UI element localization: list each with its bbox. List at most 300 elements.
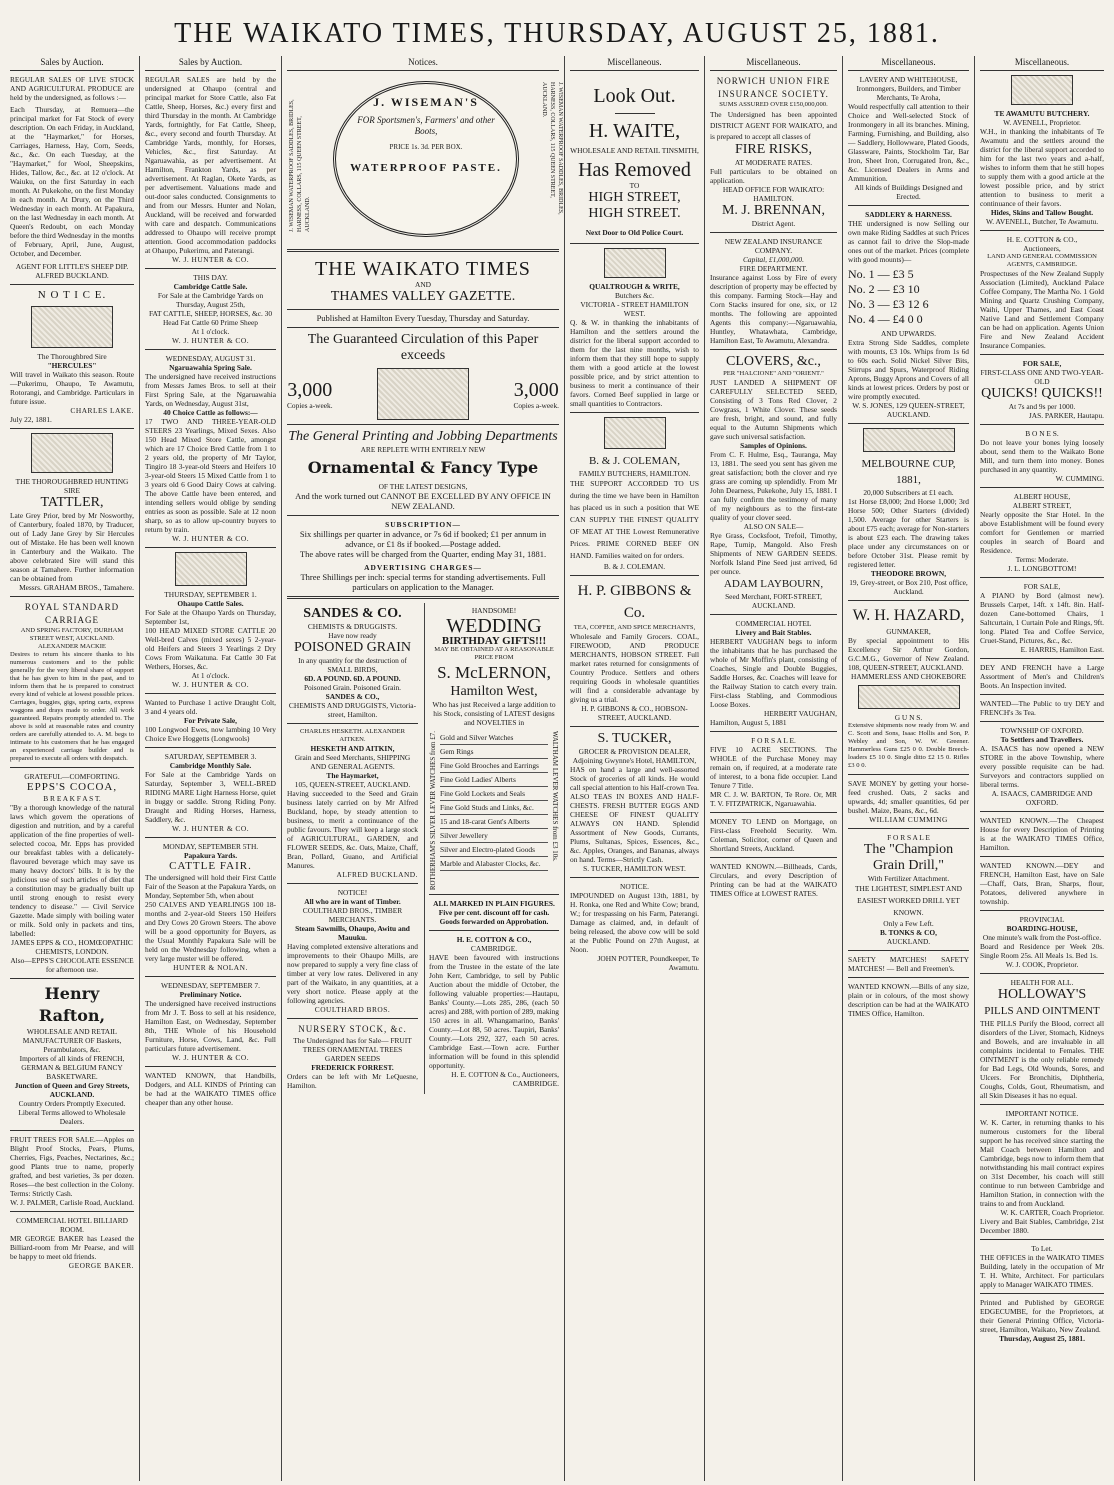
look-out: Look Out. — [593, 85, 676, 107]
this-day: THIS DAY. — [193, 273, 228, 282]
hammerless-title: HAMMERLESS AND CHOKEBORE — [851, 672, 966, 681]
mclernon-title: S. McLERNON, — [437, 663, 551, 682]
wiseman-ad — [287, 75, 563, 245]
piano-ad — [980, 582, 1104, 654]
cambridge-cattle-title: Cambridge Cattle Sale. — [173, 282, 248, 291]
epps-also: Also—EPPS'S CHOCOLATE ESSENCE for afternoon use. — [10, 956, 134, 974]
cotton-goods: Goods forwarded on Approbation. — [439, 917, 549, 927]
printed-line: Printed and Published by GEORGE EDGECUMBE, for the Proprietors, at their General Printing Office, Victoria-street, Hamilton, Waikato, New Zealand. — [980, 1298, 1104, 1334]
ohaupo-ad — [145, 590, 276, 689]
important-body: W. K. Carter, in returning thanks to his numerous customers for the liberal support he has received since starting the Mail Coach between Hamilton and Cambridge, begs now to inform them that notwithstanding his mail contract expires on 31st December, his coach will still continue to run between Cambridge and Hamilton Station, in connection with the trains to and from Auckland. — [980, 1118, 1104, 1208]
column-5 — [705, 56, 843, 1481]
gibbons-sub: TEA, COFFEE, AND SPICE MERCHANTS, — [573, 624, 696, 631]
racehorse-illustration — [863, 428, 955, 452]
copies-week-right: Copies a-week. — [513, 400, 559, 410]
column-1 — [5, 56, 140, 1481]
livery-body: HERBERT VAUGHAN begs to inform the inhabitants that he has purchased the whole of Mr Moffin's plant, consisting of Coaches, Single and Double Buggies, Saddle Horses, &c. Coaches will leave for the Railway Station to catch every train. First-class Stabling, and Commodious Loose Boxes. — [710, 637, 837, 709]
papakura-body: The undersigned will hold their First Cattle Fair of the Season at the Papakura Yards, on Monday, September 5th, when about — [145, 873, 276, 900]
nursery-body: The Undersigned has for Sale— FRUIT TREES ORNAMENTAL TREES GARDEN SEEDS — [293, 1036, 412, 1063]
nz-body: Insurance against Loss by Fire of every description of property may be effected by this company. Farming Stock—Hay and Corn Stacks insured for one, six, or 12 months. The following are appointed Agents this company:—Ngaruawahia, Huntley, Whatawhata, Cambridge, Hamilton East, Te Awamutu, Alexandra. — [710, 273, 837, 345]
notice-heading: NOTICE! — [337, 888, 368, 897]
lavery-all: All kinds of Buildings Designed and Erected. — [854, 183, 963, 201]
cotton-title: H. E. COTTON & CO., — [456, 935, 532, 945]
wiseman-side-left: J. WISEMAN WATERPROOF SADDLES, BRIDLES, HARNESS, COLLARS, 115 QUEEN STREET, AUCKLAND. — [289, 99, 311, 232]
mclernon-body: Who has just Received a large addition to his Stock, consisting of LATEST designs and NOVELTIES in — [432, 700, 556, 727]
has-removed: Has Removed — [578, 159, 691, 181]
palmer-signature: W. J. PALMER, Carlisle Road, Auckland. — [10, 1198, 134, 1207]
for-sale-body: FIVE 10 ACRE SECTIONS. The WHOLE of the Purchase Money may remain on, if required, at a moderate rate of interest, to a bona fide occupier. Land Tenure 7 Title. — [710, 745, 837, 790]
fruit-trees-ad — [10, 1135, 134, 1207]
prelim-ad — [145, 981, 276, 1062]
column-heading: Miscellaneous. — [848, 56, 969, 71]
sale2-body: A PIANO by Bord (almost new). Brussels Carpet, 14ft. x 14ft. 8in. Half-dozen Cane-bottomed Chairs, 1 Saltcurtain, 1 Curtain Pole and Rings, 9ft. long. Plated Tea and Coffee Service, Cruet-Stand, Pictures, &c., &c. — [980, 591, 1104, 645]
brennan-sub: District Agent. — [751, 219, 796, 228]
saddle-price: No. 1 — £3 5 — [848, 267, 914, 281]
hercules-ad — [10, 289, 134, 424]
bones-ad — [980, 429, 1104, 483]
pills-body: THE PILLS Purify the Blood, correct all disorders of the Liver, Stomach, Kidneys and Bowels, and are invaluable in all complaints incidental to Females. THE OINTMENT is the only reliable remedy for Bad Legs, Old Wounds, Sores, and Ulcers. For Bronchitis, Diphtheria, Coughs, Colds, Gout, Rheumatism, and all Skin Diseases it has no equal. — [980, 1019, 1104, 1100]
to-let-ad — [980, 1244, 1104, 1289]
fruit-body: FRUIT TREES FOR SALE.—Apples on Blight Proof Stocks, Pears, Plums, Cherries, Figs, Peaches, Nectarines, &c.; good Plants true to name, properly grafted, and best varieties, 3s per dozen. Roses—the best collection in the Colony. Terms: Strictly Cash. — [10, 1135, 134, 1198]
sections-ad — [710, 736, 837, 808]
charles-signature: CHARLES LAKE. — [70, 406, 134, 415]
guns-title: G U N S. — [894, 713, 923, 722]
hunter-signature: W. J. HUNTER & CO. — [171, 336, 250, 345]
hercules-name: "HERCULES" — [47, 361, 97, 370]
goods-item: Marble and Alabaster Clocks, &c. — [440, 857, 548, 871]
sale2-title: FOR SALE, — [1023, 582, 1061, 591]
saddlery-title: SADDLERY & HARNESS. — [865, 210, 952, 219]
column-3 — [282, 56, 565, 1481]
coulthard-title: COULTHARD BROS., TIMBER MERCHANTS. — [302, 906, 403, 924]
printing-press-illustration — [377, 368, 469, 420]
samples-title: Samples of Opinions. — [740, 441, 807, 450]
champion-title: The "Champion Grain Drill," — [863, 842, 954, 873]
sandes-ad — [287, 606, 418, 719]
epps-title: EPPS'S COCOA, — [26, 781, 118, 793]
nz-fire: FIRE DEPARTMENT. — [739, 264, 808, 273]
prices-note: AND UPWARDS. — [880, 329, 937, 338]
baker-body: MR GEORGE BAKER has Leased the Billiard-room from Mr Pearse, and will be happy to meet old friends. — [10, 1234, 134, 1261]
guaranteed-line: The Guaranteed Circulation of this Paper exceeds — [307, 332, 539, 363]
wanted-public-ad: WANTED—The Public to try DEY and FRENCH's 3s Tea. — [980, 699, 1104, 717]
boarding-title: BOARDING-HOUSE, — [1006, 924, 1078, 933]
quicks-title: QUICKS! QUICKS!! — [981, 386, 1103, 401]
to-let-title: To Let. — [1031, 1244, 1053, 1253]
goods-item: 15 and 18-carat Gent's Alberts — [440, 815, 548, 829]
ngaruawahia-ad — [145, 354, 276, 543]
waltham-side: WALTHAM LEVER WATCHES from £3 10s. — [551, 731, 559, 862]
general-printing: The General Printing and Jobbing Departments — [288, 429, 558, 444]
hesketh-title: HESKETH AND AITKIN, — [310, 744, 395, 753]
health-title: HEALTH FOR ALL. — [1010, 978, 1074, 987]
tucker-signature: S. TUCKER, HAMILTON WEST. — [583, 864, 686, 873]
horse-illustration — [31, 433, 113, 473]
bones-title: B O N E S. — [1025, 429, 1059, 438]
tattler-intro: THE THOROUGHBRED HUNTING SIRE — [15, 477, 129, 495]
sandes-sub: CHEMISTS & DRUGGISTS. — [307, 622, 398, 631]
norwich-ad — [710, 75, 837, 228]
coleman-sub: FAMILY BUTCHERS, HAMILTON. — [578, 469, 691, 478]
for-sale-sub: FIRST-CLASS ONE AND TWO-YEAR-OLD — [980, 368, 1104, 386]
wanted-horses: Wanted to Purchase 1 active Draught Colt, 3 and 4 years old. — [145, 698, 276, 716]
thursday-date: THURSDAY, SEPTEMBER 1. — [164, 590, 257, 599]
rafton-body: Importers of all kinds of FRENCH, GERMAN & BELGIUM FANCY BASKETWARE. — [19, 1054, 125, 1081]
tucker-title: S. TUCKER, — [597, 731, 672, 746]
awamutu-title: TE AWAMUTU BUTCHERY. — [994, 109, 1090, 118]
wed7-date: WEDNESDAY, SEPTEMBER 7. — [161, 981, 260, 990]
poisoned-grain: POISONED GRAIN — [293, 640, 412, 655]
cambridge-cattle-ad — [145, 273, 276, 345]
paper-and: AND — [414, 280, 431, 289]
cotton-notice-ad — [429, 899, 559, 926]
albert-terms: Terms: Moderate. — [1015, 555, 1069, 564]
gibbons-ad — [570, 580, 699, 722]
hunter-regular-body: REGULAR SALES are held by the undersigned at Ohaupo (central and principal market for Store Cattle, also Fat Cattle, Sheep, Horses, &c.) every first and third Thursday in the month. At Cambridge Yards, fortnightly, for Fat Cattle, Sheep, &c., every second and fourth Thursday. At Cambridge Yards, monthly, for Horses, Vehicles, &c., first Saturday. At Ngaruawahia, as per advertisement. At Hamilton, Frankton Yards, as per advertisement. At Raglan, Okete Yards, as per advertisement. Valuations made and out-door sales conducted. Consignments to and from our Messrs. Hunter and Nolan, Auckland, will be received and forwarded with care and despatch. Communications addressed to Ohaupo will receive prompt attention. Good accommodation paddocks at Ohaupo, Pukerimu, and Paterangi. — [145, 75, 276, 255]
wiseman-price: PRICE 1s. 3d. PER BOX. — [389, 143, 463, 151]
sandes-title: SANDES & CO. — [303, 606, 402, 621]
cotton-body: HAVE been favoured with instructions from the Trustee in the estate of the late John Kerr, Cambridge, to sell by Public Auction about the middle of October, the following valuable properties:—Hautapu, Banks' County.—Lots 285, 286, (each 50 acres) and 288, with portion of 289, making 150 acres in all. Whangamarino, Banks' County.—Lot 88, 50 acres. Taupiri, Banks' County.—Lots 292, 327, each 50 acres. Cambridge East.—Town acre. Further information will be found in this splendid opportunity. — [428, 953, 559, 1071]
parker-signature: JAS. PARKER, Hautapu. — [1028, 411, 1104, 420]
melbourne-body: 1st Horse £8,000; 2nd Horse 1,000; 3rd Horse 500; Other Starters (divided) 1,500. Average for other Starters is about £75 each; average for Non-starters is about £23 each. The drawing takes place under any circumstances on or before October 31st. Please remit by registered letter. — [848, 497, 969, 569]
wanted-printing-ad: WANTED KNOWN.—Billheads, Cards, Circulars, and every Description of Printing can be had at the WAIKATO TIMES Office at LOWEST RATES. — [710, 862, 837, 898]
boarding-house-ad — [980, 915, 1104, 969]
oxford-ad — [980, 726, 1104, 807]
for-sale-title: FOR SALE, — [1022, 359, 1062, 368]
alexander-name: ALEXANDER MACKIE — [38, 643, 106, 650]
settlers-title: To Settlers and Travellers. — [1000, 735, 1084, 744]
gibbons-body: Wholesale and Family Grocers. COAL, FIREWOOD, AND PRODUCE MERCHANTS, HOBSON STREET. Full market rates returned for consignments of Country Produce. Settlers and others requiring Goods in wholesale quantities will find a considerable advantage by giving us a trial. — [570, 632, 699, 704]
coleman-title: B. & J. COLEMAN, — [588, 455, 681, 467]
champion-sub: With Fertilizer Attachment. — [867, 874, 950, 883]
wed-date: WEDNESDAY, AUGUST 31. — [165, 354, 256, 363]
lightest-line: THE LIGHTEST, SIMPLEST AND EASIEST WORKED DRILL YET KNOWN. — [855, 884, 962, 917]
masthead-title: THE WAIKATO TIMES, THURSDAY, AUGUST 25, 1881. — [174, 18, 940, 49]
hunter-regular-ad — [145, 75, 276, 264]
carter-notice-ad — [980, 1109, 1104, 1235]
epps-head: GRATEFUL—COMFORTING. — [24, 772, 120, 781]
holloway-title: HOLLOWAY'S — [997, 987, 1087, 1002]
goods-item: Fine Gold Brooches and Earrings — [440, 759, 548, 773]
qw-address: VICTORIA - STREET HAMILTON WEST. — [580, 300, 689, 318]
cam-monthly-body: For Sale at the Cambridge Yards on Saturday, September 3, WELL-BRED RIDING MARE Light Harness Horse, quiet in buggy or saddle. Strong Riding Pony. Draught and Riding Horses, Harness, Saddlery, &c. — [145, 770, 276, 824]
norwich-sums: SUMS ASSURED OVER £150,000,000. — [719, 101, 828, 108]
sandes-address: CHEMISTS AND DRUGGISTS, Victoria-street, Hamilton. — [288, 701, 417, 719]
hunter-nolan-signature: HUNTER & NOLAN. — [173, 963, 248, 972]
column-4 — [565, 56, 705, 1481]
advertising-body: Three Shillings per inch: special terms for standing advertisements. Full particulars on application to the Manager. — [300, 572, 546, 592]
impound-notice — [570, 882, 699, 972]
rafton-sub: WHOLESALE AND RETAIL MANUFACTURER OF Baskets, Perambulators, &c. — [22, 1027, 122, 1054]
clovers-title: CLOVERS, &c., — [726, 354, 821, 369]
pig-illustration — [604, 417, 666, 449]
qw-sub: Butchers &c. — [615, 291, 654, 300]
grain-drill-ad — [848, 833, 969, 946]
gun-illustration — [858, 685, 960, 709]
albert-title: ALBERT HOUSE, — [1013, 492, 1071, 501]
saddle-price: No. 4 — £4 0 0 — [848, 312, 923, 326]
saddlery-ad — [848, 210, 969, 419]
notice-title: N O T I C E. — [37, 289, 107, 301]
lavery-sub: Ironmongers, Builders, and Timber Merchants, Te Aroha, — [856, 84, 961, 102]
qw-ad — [570, 248, 699, 408]
hazard-body: By special appointment to His Excellency Sir Arthur Gordon, G.C.M.G., Governor of New Zealand. 108, QUEEN-STREET, AUCKLAND. — [848, 636, 969, 672]
cattle-illustration — [604, 248, 666, 278]
column-heading: Sales by Auction. — [10, 56, 134, 71]
private-body: 100 Longwool Ewes, now lambing 10 Very Choice Ewe Hoggetts (Longwools) — [145, 725, 276, 743]
mclernon-column — [424, 603, 559, 1094]
barton-names: MR C. J. W. BARTON, Te Rore. Or, MR T. V. FITZPATRICK, Ngaruawahia. — [710, 790, 837, 808]
hunter-signature: W. J. HUNTER & CO. — [171, 680, 250, 689]
cotton-marked: ALL MARKED IN PLAIN FIGURES. Five per cent. discount off for cash. — [433, 899, 555, 918]
clovers-sub: PER "HALCIONE" AND "ORIENT." — [723, 370, 824, 377]
tattler-name: TATTLER, — [40, 495, 104, 510]
saddle-price-list — [848, 267, 969, 327]
cotton-land: LAND AND GENERAL COMMISSION AGENTS, CAMBRIDGE. — [987, 253, 1097, 268]
vaughan-date: Hamilton, August 5, 1881 — [710, 718, 787, 727]
hunter-signature: W. J. HUNTER & CO. — [171, 255, 250, 264]
also-sale: ALSO ON SALE— — [743, 522, 804, 531]
cotton-signature: H. E. COTTON & Co., Auctioneers, CAMBRIDGE. — [451, 1070, 559, 1089]
save-body: SAVE MONEY by getting your horse-feed crushed. Oats, 2 sacks and upwards, 4d; smaller quantities, 6d per bushel. Maize, Beans, &c., 6d. — [848, 779, 969, 815]
cotton-sub: CAMBRIDGE. — [470, 944, 518, 954]
wanted-bills-ad: WANTED KNOWN.—Bills of any size, plain or in colours, of the most showy description can be had at the WAIKATO TIMES Office, Hamilton. — [848, 982, 969, 1018]
column-heading: Notices. — [287, 56, 559, 71]
royal-sub: AND SPRING FACTORY, DURHAM STREET WEST, AUCKLAND. — [20, 627, 124, 642]
ohaupo-stock: 100 HEAD MIXED STORE CATTLE 20 Well-bred Calves (mixed sexes) 5 2-year-old Heifers and Steers 3 Yearlings 2 Dry Cows From Waikatuna. Fat Cattle 30 Fat Wethers, Horses, &c. — [145, 626, 276, 671]
notice-title: NOTICE. — [620, 882, 649, 891]
poisoned-body: In any quantity for the destruction of SMALL BIRDS, — [298, 656, 407, 674]
melbourne-cup-ad — [848, 428, 969, 596]
epps-sub: B R E A K F A S T. — [43, 794, 101, 803]
albert-sub: ALBERT STREET, — [1012, 501, 1072, 510]
norwich-full: Full particulars to be obtained on application. — [710, 167, 837, 185]
hesketh-body: Having succeeded to the Seed and Grain business lately carried on by Mr Alfred Buckland, hope, by steady attention to business, to merit a continuance of the public favours. They will keep a large stock of AGRICULTURAL, GARDEN, and FLOWER SEEDS, &c. Oats, Maize, Chaff, Bran, Pollard, Guano, and Artificial Manures. — [287, 789, 418, 870]
saddlery-more: Extra Strong Side Saddles, complete with mounts, £3 10s. Whips from 1s 6d to 60s each. Solid Nickel Silver Bits, Stirrups and Spurs, Waterproof Riding Aprons, Buggy Aprons and Covers of all kinds at lowest prices. Orders by post or wire promptly executed. — [848, 338, 969, 401]
regular-sales-heading: REGULAR SALES OF LIVE STOCK AND AGRICULTURAL PRODUCE are held by the undersigned, as follows :— — [10, 75, 134, 102]
cam-monthly-title: Cambridge Monthly Sale. — [169, 761, 252, 770]
cambridge-stock: FAT CATTLE, SHEEP, HORSES, &c. 30 Head Fat Cattle 60 Prime Sheep — [148, 309, 273, 327]
subscription-rates: The above rates will be charged from the Quarter, ending May 31, 1881. — [299, 549, 547, 559]
for-sale-title: F O R S A L E — [887, 833, 930, 842]
cotton-body: Prospectuses of the New Zealand Supply Association (Limited), Auckland Palace Coffee Company, The Martha No. 1 Gold Mining and Quartz Crushing Company, Waihi, Upper Thames, and East Coast Native Land and Settlement Company can be had on application. Agents Union Fire and New Zealand Accident Insurance Companies. — [980, 269, 1104, 350]
column-heading: Miscellaneous. — [710, 56, 837, 71]
hazard-title: W. H. HAZARD, — [852, 607, 965, 624]
tucker-sub: GROCER & PROVISION DEALER, Adjoining Gwynne's Hotel, HAMILTON, — [572, 747, 697, 765]
paper-subtitle: THAMES VALLEY GAZETTE. — [330, 289, 516, 304]
hesketh-sub: Grain and Seed Merchants, SHIPPING AND GENERAL AGENTS. — [294, 753, 411, 771]
cattle-illustration — [1011, 75, 1073, 105]
boarding-sub: One minute's walk from the Post-office. — [982, 933, 1102, 942]
billiard-title: COMMERCIAL HOTEL BILLIARD ROOM. — [16, 1216, 128, 1234]
quicks-ad — [980, 359, 1104, 420]
royal-body: Desires to return his sincere thanks to his numerous customers and to the public generally for the very liberal share of support that he has given to him in the past, and to inform them that he is prepared to construct every kind of vehicle at lowest possible prices. Carriages, buggies, gigs, spring carts, express waggons and drays made to order. All work guaranteed. Repairs promptly attended to. The above is sold at reasonable rates and country orders are carefully attended to. A. M. begs to intimate to his customers that he has engaged an experienced carriage builder and is prepared to execute all orders with despatch. — [10, 651, 134, 762]
holloway-ad — [980, 978, 1104, 1100]
potter-signature: JOHN POTTER, Poundkeeper, Te Awamutu. — [597, 954, 699, 972]
carter-signature: W. K. CARTER, Coach Proprietor. — [1000, 1208, 1104, 1217]
choice-list: 17 TWO AND THREE-YEAR-OLD STEERS 23 Yearlings, Mixed Sexes. Also 150 Head Mixed Store Cattle, amongst which are 17 Choice Bred Cattle from 1 to 2 years old, the property of Mr Taylor, Tingiro 18 3-year-old Steers and Heifers 10 3-year-old Steers 15 Mixed Cattle from 1 to 3 years old 6 Good Dairy Cows at calving. The above Cattle have been entered, and intending sellers would oblige by sending entries as soon as possible. Sale at 12 noon sharp, so as to allow up-country buyers to return by train. — [145, 417, 276, 534]
money-ad: MONEY TO LEND on Mortgage, on First-class Freehold Security. Wm. Coleman, Solicitor, corner of Queen and Shortland Streets, Auckland. — [710, 817, 837, 853]
cotton-ad — [429, 935, 559, 1088]
epps-company: JAMES EPPS & CO., HOMŒOPATHIC CHEMISTS, LONDON. — [11, 938, 133, 956]
albert-house-ad — [980, 492, 1104, 573]
buckland-signature: ALFRED BUCKLAND. — [336, 870, 418, 879]
choice-title: 40 Choice Cattle as follows:— — [163, 408, 258, 417]
safety-matches-ad: SAFETY MATCHES! SAFETY MATCHES! — Bell and Freemen's. — [848, 955, 969, 973]
tattler-body: Late Grey Prior, bred by Mr Nosworthy, of Canterbury, foaled 1870, by Traducer, out of Lady Jane Grey by Sir Hercules out of Mistake. He has been well known in Canterbury and the Waikato. The above celebrated Sire will stand this season at Tamahere. Further information can be obtained from — [10, 511, 134, 583]
hunter-signature: W. J. HUNTER & CO. — [171, 534, 250, 543]
sandes-repeat: SANDES & CO., — [325, 692, 380, 701]
saddle-price: No. 2 — £3 10 — [848, 282, 920, 296]
ngaru-body: The undersigned have received instructions from Messrs James Bros. to sell at their First Spring Sale, at the Ngaruawahia Yards, on Wednesday, August 31st, — [145, 372, 276, 408]
avenell-signature: W. AVENELL, Butcher, Te Awamutu. — [985, 217, 1099, 226]
goods-item: Fine Gold Studs and Links, &c. — [440, 801, 548, 815]
rafton-title: Henry Rafton, — [38, 984, 106, 1025]
pills-title: PILLS AND OINTMENT — [984, 1005, 1100, 1017]
cattle-fair: CATTLE FAIR. — [169, 860, 252, 872]
wanted-dey-ad: WANTED KNOWN.—DEY and FRENCH, Hamilton East, have on Sale—Chaff, Oats, Bran, Sharps, flour, Potatoes, delivered anywhere in township. — [980, 861, 1104, 906]
advertising-heading: ADVERTISING CHARGES— — [364, 563, 482, 572]
royal-title: ROYAL STANDARD CARRIAGE — [24, 602, 120, 625]
wanted-handbills-ad: WANTED KNOWN, that Handbills, Dodgers, and ALL KINDS of Printing can be had at the WAIKATO TIMES office cheaper than any other house. — [145, 1071, 276, 1107]
save-money-ad — [848, 779, 969, 824]
nz-insurance-ad — [710, 237, 837, 345]
nursery-ad — [287, 1023, 418, 1090]
paper-title: THE WAIKATO TIMES — [315, 258, 531, 280]
goods-list — [440, 731, 548, 890]
poisoned-repeat: Poisoned Grain. Poisoned Grain. — [303, 683, 402, 692]
one-oclock: At 1 o'clock. — [191, 327, 230, 336]
work-line: And the work turned out CANNOT BE EXCELLED BY ANY OFFICE IN NEW ZEALAND. — [295, 491, 551, 511]
melbourne-title: MELBOURNE CUP, 1881, — [861, 458, 956, 486]
royal-standard-ad — [10, 601, 134, 763]
copies-week-left: Copies a-week. — [287, 400, 333, 410]
oxford-title: TOWNSHIP OF OXFORD. — [1000, 726, 1084, 735]
qw-title: QUALTROUGH & WRITE, — [589, 282, 680, 291]
bones-body: Do not leave your bones lying loosely about, send them to the Waikato Bone Mill, and turn them into money. Bones purchased in any quantity. — [980, 438, 1104, 474]
billiard-ad — [10, 1216, 134, 1270]
forrest-name: FREDERICK FORREST. — [311, 1063, 394, 1072]
harris-signature: E. HARRIS, Hamilton East. — [1020, 645, 1104, 654]
samples-body: From C. F. Hulme, Esq., Tauranga, May 13, 1881. The seed you sent has given me great satisfaction; both the clover and rye grass are coming up splendidly. From Mr John Dearness, Pukekohe, July 15, 1881. I can fully confirm the testimony of many of my neighbours as to the first-rate quality of your clover seed. — [710, 450, 837, 522]
livery-line: Livery and Bait Stables, Cambridge, 21st December 1880. — [980, 1217, 1104, 1235]
goods-item: Silver Jewellery — [440, 829, 548, 843]
ngaru-title: Ngaruawahia Spring Sale. — [169, 363, 252, 372]
notice-body: IMPOUNDED on August 13th, 1881, by H. Ronka, one Red and White Cow; brand, W.; for trespassing on his Farm, Paterangi. Damage as claimed, and, in default of being released, the above cow will be sold at the Public Pound on 27th August, at Noon. — [570, 891, 699, 954]
wiseman-side-right: J. WISEMAN WATERPROOF SADDLES, BRIDLES, HARNESS, COLLARS, 115 QUEEN STREET, AUCKLAND. — [541, 82, 563, 215]
graham-signature: Messrs. GRAHAM BROS., Tamahere. — [19, 583, 134, 592]
vaughan-signature: HERBERT VAUGHAN, — [763, 709, 837, 718]
cotton-title: H. E. COTTON & CO., — [1006, 235, 1078, 244]
column-6 — [843, 56, 975, 1481]
copies-left: 3,000 — [287, 378, 333, 401]
birthday-sub: MAY BE OBTAINED AT A REASONABLE PRICE FROM — [434, 646, 554, 661]
epps-body: "By a thorough knowledge of the natural laws which govern the operations of digestion and nutrition, and by a careful application of the fine properties of well-selected cocoa, Mr. Epps has provided our breakfast tables with a delicately-flavoured beverage which may save us many heavy doctors' bills. It is by the judicious use of such articles of diet that a constitution may be gradually built up until strong enough to resist every tendency to disease." — Civil Service Gazette. Made simply with boiling water or milk. Sold only in packets and tins, labelled: — [10, 803, 134, 938]
price-line: 6D. A POUND. 6D. A POUND. — [304, 674, 401, 683]
rafton-orders: Country Orders Promptly Executed. — [18, 1099, 126, 1108]
baker-signature: GEORGE BAKER. — [68, 1261, 134, 1270]
sandes-column — [287, 603, 418, 1094]
high-street: HIGH STREET, HIGH STREET. — [588, 190, 681, 221]
jones-signature: W. S. JONES, 129 QUEEN-STREET, AUCKLAND. — [852, 401, 965, 419]
saturday-date: SATURDAY, SEPTEMBER 3. — [164, 752, 257, 761]
lavery-ad — [848, 75, 969, 201]
alfred-signature: ALFRED BUCKLAND. — [35, 271, 109, 280]
ohaupo-body: For Sale at the Ohaupo Yards on Thursday, September 1st, — [145, 608, 276, 626]
longbottom-signature: J. L. LONGBOTTOM! — [1007, 564, 1077, 573]
quicks-price: At 7s and 9s per 1000. — [1008, 402, 1076, 411]
cumming-signature: W. CUMMING. — [1055, 474, 1104, 483]
lavery-title: LAVERY AND WHITEHOUSE, — [859, 75, 958, 84]
imprint — [980, 1298, 1104, 1343]
wiseman-seal — [333, 81, 519, 237]
qw-body: Q. & W. in thanking the inhabitants of Hamilton and the settlers around the district for the liberal support accorded to them for the last nine months, wish to inform them that they still hope to supply them with a good article at the lowest possible price, and by strict attention to business to merit a continuance of their favors. Corned Beef supplied in large or small quantities to Contractors. — [570, 318, 699, 408]
rafton-terms: Liberal Terms allowed to Wholesale Dealers. — [18, 1108, 126, 1126]
wanted-horses-ad — [145, 698, 276, 743]
wedding-line: WEDDING — [446, 615, 542, 637]
subscription-heading: SUBSCRIPTION— — [385, 520, 461, 529]
lavery-body: Would respectfully call attention to their Choice and Well-selected Stock of Ironmongery in all its branches. Mining, Farming, Furnishing, and Building, also— Saddlery, Hollowware, Plated Goods, Glassware, Paints, Stockholm Tar, Bar Iron, Sheet Iron, Corrugated Iron, &c., &c. Licensed Dealers in Arms and Ammunition. — [848, 102, 969, 183]
brown-address: 19, Grey-street, or Box 210, Post office, Auckland. — [849, 578, 968, 596]
cook-signature: W. J. COOK, Proprietor. — [1005, 960, 1079, 969]
one-oclock: At 1 o'clock. — [191, 671, 230, 680]
waite-sub: WHOLESALE AND RETAIL TINSMITH, — [570, 146, 699, 155]
goods-item: Silver and Electro-plated Goods — [440, 843, 548, 857]
wiseman-mid: FOR Sportsmen's, Farmers' and other Boots, — [357, 115, 495, 136]
rafton-address: Junction of Queen and Grey Streets, AUCKLAND. — [14, 1081, 130, 1099]
dey-french-ad: DEY AND FRENCH have a Large Assortment of Men's and Children's Boots. An Inspection invited. — [980, 663, 1104, 690]
tucker-body: HAS on hand a large and well-assorted Stock of groceries of all kinds. He would call special attention to his Half-crown Tea. ALSO TEAS IN BOXES AND HALF-CHESTS. FRESH BUTTER EGGS AND CHEESE OF FINEST QUALITY ALWAYS ON HAND. Splendid Assortment of New Goods, Currants, Plums, Sultanas, Spices, Essences, &c., &c. Apples, Oranges, and Bananas, always on hand. Terms—Strictly Cash. — [570, 765, 699, 864]
tattler-ad — [10, 433, 134, 592]
column-2 — [140, 56, 282, 1481]
subscribers-line: 20,000 Subscribers at £1 each. — [863, 488, 954, 497]
prelim-body: The undersigned have received instructions from Mr J. T. Boss to sell at his residence, Hamilton East, on Wednesday, September 8th, THE Whole of his Household Furniture, Horse, Cows, Land, &c. Full particulars future advertisement. — [145, 999, 276, 1053]
waite-ad — [570, 85, 699, 237]
gibbons-title: H. P. GIBBONS & Co. — [577, 583, 692, 621]
column-heading: Miscellaneous. — [570, 56, 699, 71]
also-body: Rye Grass, Cocksfoot, Trefoil, Timothy, Rape, Turnip, Mangold. Also Fresh Shipments of NEW GARDEN SEEDS. Norfolk Island Pine Seed just arrived, 6d per ounce. — [710, 531, 837, 576]
papakura-stock: 250 CALVES AND YEARLINGS 100 18-months and 2-year-old Steers 150 Heifers and Dry Cows 20 Grown Steers. The above will be a good opportunity for Buyers, as the Usual Monthly Papakura Sale will be held on the Wednesday following, when a very large muster will be offered. — [145, 900, 276, 963]
goods-item: Gold and Silver Watches — [440, 731, 548, 745]
commercial-hotel-ad — [710, 619, 837, 727]
awamutu-butchery-ad — [980, 75, 1104, 226]
tonks-sub: AUCKLAND. — [886, 937, 931, 946]
column-heading: Miscellaneous. — [980, 56, 1104, 71]
regular-sales-list: Each Thursday, at Remuera—the principal market for Fat Stock of every description. On each Friday, in Auckland, at the "Haymarket," for Horses, Carriages, Harness, Hay, Corn, Seeds, &c., &c. On each Tuesday, at the "Haymarket," for Wool, Sheepskins, Hides, Tallow, &c., &c. at 12 o'clock. At Waiuku, on the first Saturday in each month. At Pukekohe, on the first Monday in each month. At Drury, on the Third Wednesday in each month. At Papakura, on the last Wednesday in each month. At Queen's Redoubt, on each Monday before the third Wednesday in the months of February, April, June, August, October, and December. — [10, 105, 134, 258]
coleman-ad — [570, 417, 699, 571]
private-sale: For Private Sale, — [183, 716, 238, 725]
rafton-ad — [10, 983, 134, 1126]
tucker-ad — [570, 731, 699, 873]
timber-title: All who are in want of Timber. — [304, 897, 401, 906]
cambridge-body: For Sale at the Cambridge Yards on Thursday, August 25th, — [157, 291, 264, 309]
nursery-title: NURSERY STOCK, &c. — [298, 1024, 407, 1034]
monday-date: MONDAY, SEPTEMBER 5TH. — [162, 842, 259, 851]
commercial-title: COMMERCIAL HOTEL — [735, 619, 812, 628]
paper-title-block — [287, 258, 559, 592]
birthday-line: BIRTHDAY GIFTS!!! — [441, 635, 547, 647]
saddlery-body: THE undersigned is now Selling our own make Riding Saddles at such Prices as cannot fail to drive the Slop-made ones out of the market. Prices (complete with good mounts)— — [848, 219, 969, 264]
regular-sales-ad — [10, 75, 134, 280]
gibbons-signature: H. P. GIBBONS & CO., HOBSON-STREET, AUCKLAND. — [581, 704, 688, 722]
coleman-signature: B. & J. COLEMAN. — [603, 562, 666, 571]
cambridge-monthly-ad — [145, 752, 276, 833]
column-heading: Sales by Auction. — [145, 56, 276, 71]
subscription-body: Six shillings per quarter in advance, or 7s 6d if booked; £1 per annum in advance, or £1 8s if booked.—Postage added. — [299, 529, 547, 549]
rotherham-side: ROTHERHAM'S SILVER LEVER WATCHES from £7. — [428, 731, 437, 891]
coulthard-ad — [287, 888, 418, 1014]
copies-right: 3,000 — [513, 378, 559, 401]
